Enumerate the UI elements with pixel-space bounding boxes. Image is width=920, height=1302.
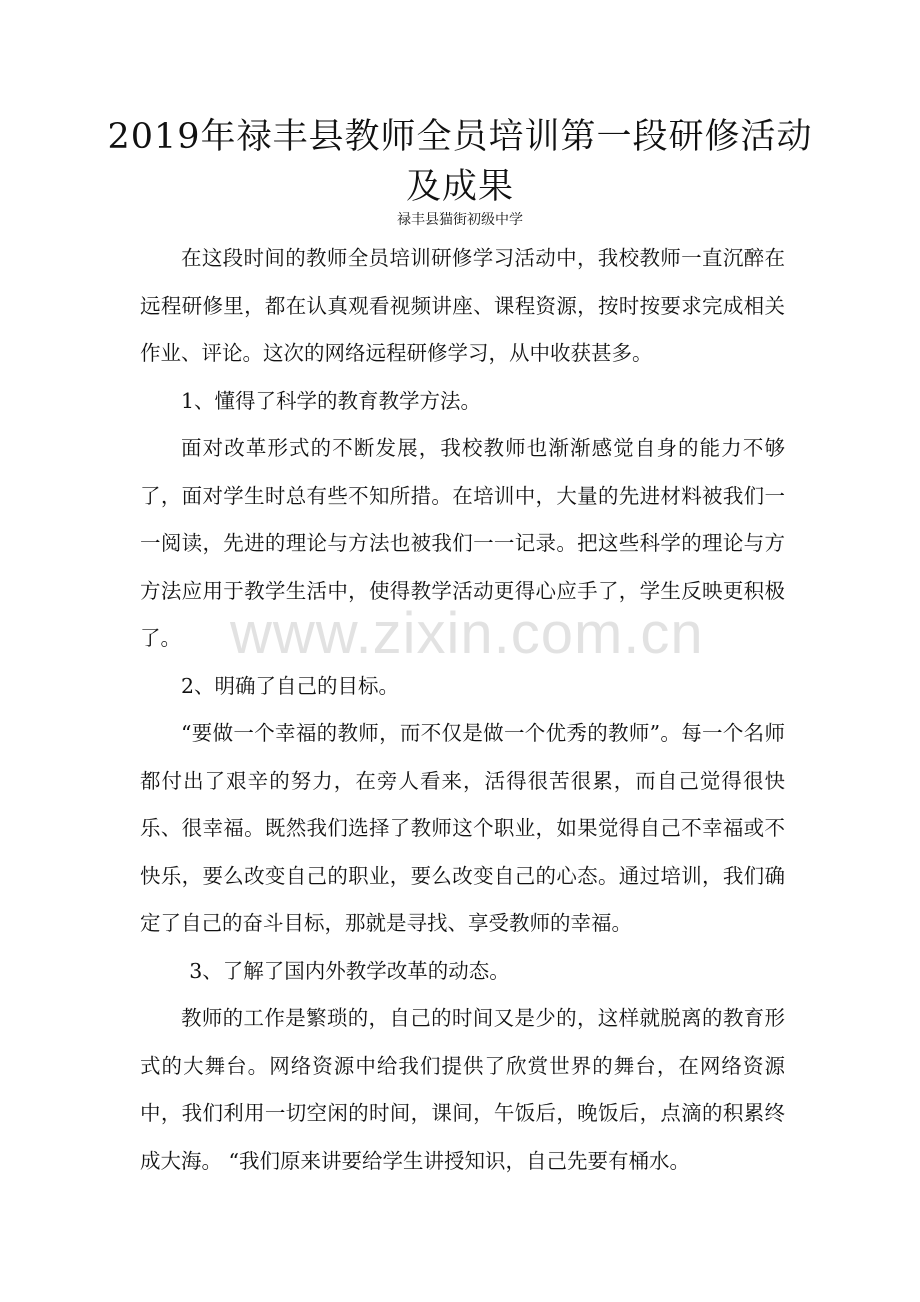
document-body xyxy=(140,235,785,1185)
paragraph-section-1: 面对改革形式的不断发展，我校教师也渐渐感觉自身的能力不够了，面对学生时总有些不知所措。在培训中，大量的先进材料被我们一一阅读，先进的理论与方法也被我们一一记录。把这些科学的理论与方方法应用于教学生活中，使得教学活动更得心应手了，学生反映更积极了。 xyxy=(140,436,785,650)
paragraph-section-2: “要做一个幸福的教师，而不仅是做一个优秀的教师”。每一个名师都付出了艰辛的努力，在旁人看来，活得很苦很累，而自己觉得很快乐、很幸福。既然我们选择了教师这个职业，如果觉得自己不幸福或不快乐，要么改变自己的职业，要么改变自己的心态。通过培训，我们确定了自己的奋斗目标，那就是寻找、享受教师的幸福。 xyxy=(140,721,785,935)
section-heading-2: 2、明确了自己的目标。 xyxy=(181,673,400,698)
section-heading-1: 1、懂得了科学的教育教学方法。 xyxy=(181,388,482,413)
watermark-text: www.zixin.com.cn xyxy=(230,601,704,666)
paragraph-intro: 在这段时间的教师全员培训研修学习活动中，我校教师一直沉醉在远程研修里，都在认真观看视频讲座、课程资源，按时按要求完成相关作业、评论。这次的网络远程研修学习，从中收获甚多。 xyxy=(140,246,785,365)
document-title: 2019年禄丰县教师全员培训第一段研修活动及成果 xyxy=(107,117,813,207)
section-heading-3: 3、了解了国内外教学改革的动态。 xyxy=(189,958,510,983)
paragraph-section-3: 教师的工作是繁琐的，自己的时间又是少的，这样就脱离的教育形式的大舞台。网络资源中给我们提供了欣赏世界的舞台，在网络资源中，我们利用一切空闲的时间，课间，午饭后，晚饭后，点滴的积累终成大海。 “我们原来讲要给学生讲授知识，自己先要有桶水。 xyxy=(140,1006,785,1173)
document-subtitle: 禄丰县猫街初级中学 xyxy=(397,212,523,228)
